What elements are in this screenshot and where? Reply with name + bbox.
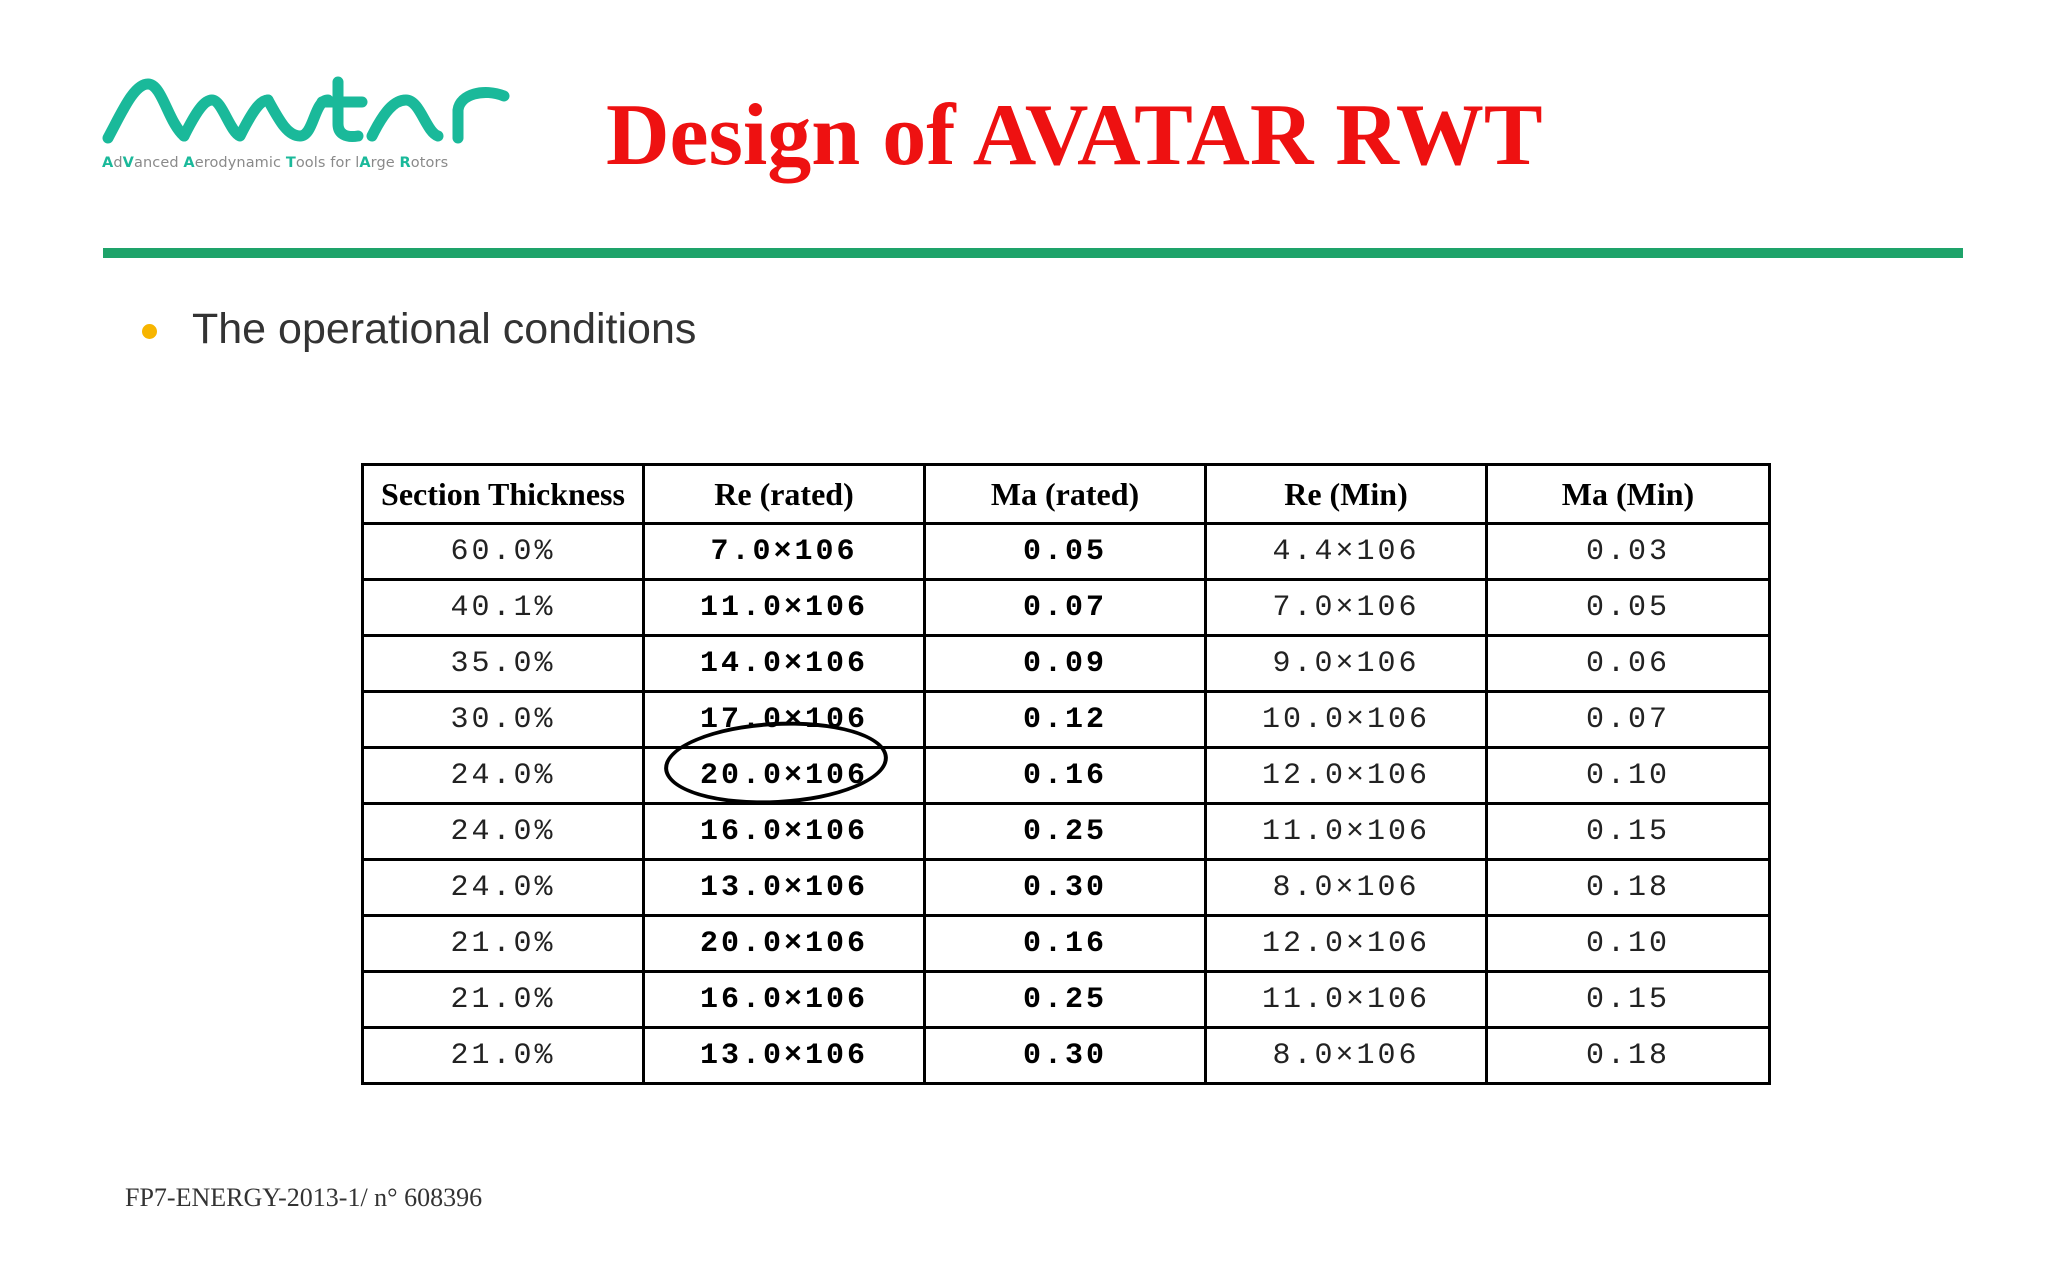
- cell-re-rated: 16.0×106: [644, 804, 925, 860]
- tagline-accent-letter: T: [285, 155, 296, 171]
- cell-ma-rated: 0.25: [925, 972, 1206, 1028]
- header-ma-min: Ma (Min): [1487, 465, 1770, 524]
- cell-re-rated: 11.0×106: [644, 580, 925, 636]
- tagline-accent-letter: A: [102, 155, 114, 171]
- table-row: [363, 1028, 1770, 1084]
- cell-ma-min: 0.06: [1487, 636, 1770, 692]
- tagline-accent-letter: R: [399, 155, 411, 171]
- table-row: [363, 636, 1770, 692]
- cell-ma-min: 0.18: [1487, 1028, 1770, 1084]
- cell-thickness: 21.0%: [363, 972, 644, 1028]
- cell-ma-min: 0.07: [1487, 692, 1770, 748]
- cell-re-min: 12.0×106: [1206, 748, 1487, 804]
- table-row: [363, 804, 1770, 860]
- cell-thickness: 24.0%: [363, 804, 644, 860]
- footer-grant-number: FP7-ENERGY-2013-1/ n° 608396: [125, 1183, 483, 1212]
- cell-thickness: 24.0%: [363, 748, 644, 804]
- cell-ma-rated: 0.16: [925, 748, 1206, 804]
- cell-ma-rated: 0.30: [925, 860, 1206, 916]
- tagline-text: ools for l: [295, 155, 360, 171]
- cell-ma-rated: 0.25: [925, 804, 1206, 860]
- cell-ma-rated: 0.09: [925, 636, 1206, 692]
- cell-re-rated: 16.0×106: [644, 972, 925, 1028]
- avatar-logo: [100, 72, 520, 182]
- logo-tagline: [102, 155, 448, 171]
- cell-ma-rated: 0.05: [925, 524, 1206, 580]
- tagline-text: anced: [133, 155, 184, 171]
- cell-re-min: 11.0×106: [1206, 804, 1487, 860]
- table-row: [363, 916, 1770, 972]
- cell-ma-min: 0.10: [1487, 748, 1770, 804]
- bullet-text: The operational conditions: [192, 305, 697, 353]
- cell-ma-min: 0.03: [1487, 524, 1770, 580]
- tagline-accent-letter: A: [359, 155, 371, 171]
- cell-thickness: 24.0%: [363, 860, 644, 916]
- cell-thickness: 30.0%: [363, 692, 644, 748]
- tagline-text: rge: [370, 155, 400, 171]
- table-row: [363, 524, 1770, 580]
- cell-re-rated-highlighted: 20.0×106: [644, 748, 925, 804]
- tagline-accent-letter: A: [183, 155, 195, 171]
- page-title: Design of AVATAR RWT: [606, 87, 1543, 184]
- cell-re-min: 8.0×106: [1206, 1028, 1487, 1084]
- avatar-wordmark-icon: [100, 72, 520, 152]
- tagline-text: otors: [410, 155, 449, 171]
- cell-re-min: 4.4×106: [1206, 524, 1487, 580]
- cell-ma-min: 0.15: [1487, 804, 1770, 860]
- cell-ma-min: 0.15: [1487, 972, 1770, 1028]
- cell-re-rated: 13.0×106: [644, 1028, 925, 1084]
- cell-ma-rated: 0.16: [925, 916, 1206, 972]
- bullet-dot-icon: [142, 324, 157, 339]
- cell-re-rated: 14.0×106: [644, 636, 925, 692]
- table-header-row: [363, 465, 1770, 524]
- cell-re-rated: 17.0×106: [644, 692, 925, 748]
- header-ma-rated: Ma (rated): [925, 465, 1206, 524]
- cell-ma-min: 0.18: [1487, 860, 1770, 916]
- operational-conditions-table: [361, 463, 1771, 1085]
- cell-re-min: 10.0×106: [1206, 692, 1487, 748]
- tagline-text: d: [113, 155, 123, 171]
- cell-re-min: 8.0×106: [1206, 860, 1487, 916]
- cell-ma-rated: 0.30: [925, 1028, 1206, 1084]
- table-row: [363, 692, 1770, 748]
- cell-re-min: 11.0×106: [1206, 972, 1487, 1028]
- cell-thickness: 60.0%: [363, 524, 644, 580]
- cell-ma-min: 0.10: [1487, 916, 1770, 972]
- table-row: [363, 860, 1770, 916]
- header-divider: [103, 248, 1963, 258]
- table-row: [363, 748, 1770, 804]
- cell-ma-min: 0.05: [1487, 580, 1770, 636]
- table-row: [363, 972, 1770, 1028]
- cell-re-min: 12.0×106: [1206, 916, 1487, 972]
- cell-re-rated: 20.0×106: [644, 916, 925, 972]
- cell-thickness: 35.0%: [363, 636, 644, 692]
- cell-thickness: 21.0%: [363, 1028, 644, 1084]
- cell-re-rated: 7.0×106: [644, 524, 925, 580]
- header-re-rated: Re (rated): [644, 465, 925, 524]
- cell-re-rated: 13.0×106: [644, 860, 925, 916]
- cell-thickness: 40.1%: [363, 580, 644, 636]
- header-re-min: Re (Min): [1206, 465, 1487, 524]
- header-section-thickness: Section Thickness: [363, 465, 644, 524]
- tagline-accent-letter: V: [122, 155, 134, 171]
- cell-ma-rated: 0.12: [925, 692, 1206, 748]
- cell-re-min: 7.0×106: [1206, 580, 1487, 636]
- cell-ma-rated: 0.07: [925, 580, 1206, 636]
- cell-thickness: 21.0%: [363, 916, 644, 972]
- table-row: [363, 580, 1770, 636]
- cell-re-min: 9.0×106: [1206, 636, 1487, 692]
- tagline-text: erodynamic: [194, 155, 286, 171]
